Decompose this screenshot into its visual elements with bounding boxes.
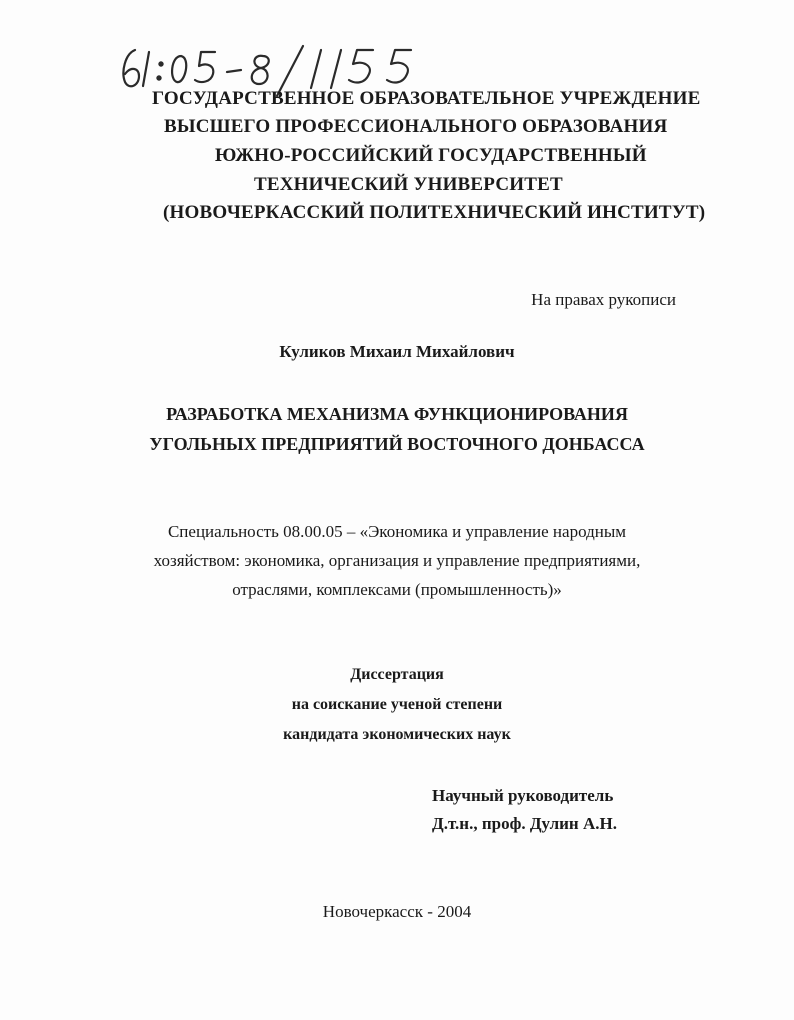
dissertation-label: Диссертация (350, 666, 444, 683)
institution-line-1: ГОСУДАРСТВЕННОЕ ОБРАЗОВАТЕЛЬНОЕ УЧРЕЖДЕНИЕ (152, 88, 701, 109)
specialty-line-2: хозяйством: экономика, организация и управление предприятиями, (153, 551, 641, 570)
degree-name: кандидата экономических наук (283, 726, 511, 743)
institution-line-4: ТЕХНИЧЕСКИЙ УНИВЕРСИТЕТ (254, 174, 563, 195)
thesis-title-line-2: УГОЛЬНЫХ ПРЕДПРИЯТИЙ ВОСТОЧНОГО ДОНБАССА (149, 434, 645, 454)
thesis-title-line-1: РАЗРАБОТКА МЕХАНИЗМА ФУНКЦИОНИРОВАНИЯ (166, 404, 628, 424)
institution-line-3: ЮЖНО-РОССИЙСКИЙ ГОСУДАРСТВЕННЫЙ (215, 145, 647, 166)
supervisor-name: Д.т.н., проф. Дулин А.Н. (432, 814, 617, 833)
specialty-line-1: Специальность 08.00.05 – «Экономика и управление народным (167, 522, 627, 541)
supervisor-role: Научный руководитель (432, 786, 614, 805)
institution-line-5: (НОВОЧЕРКАССКИЙ ПОЛИТЕХНИЧЕСКИЙ ИНСТИТУТ) (163, 202, 706, 223)
specialty-line-3: отраслями, комплексами (промышленность)» (232, 580, 562, 599)
author-name: Куликов Михаил Михайлович (279, 342, 515, 361)
manuscript-rights-note: На правах рукописи (531, 290, 676, 309)
place-and-year: Новочеркасск - 2004 (322, 902, 472, 921)
institution-line-2: ВЫСШЕГО ПРОФЕССИОНАЛЬНОГО ОБРАЗОВАНИЯ (164, 116, 668, 137)
degree-purpose: на соискание ученой степени (291, 696, 503, 713)
